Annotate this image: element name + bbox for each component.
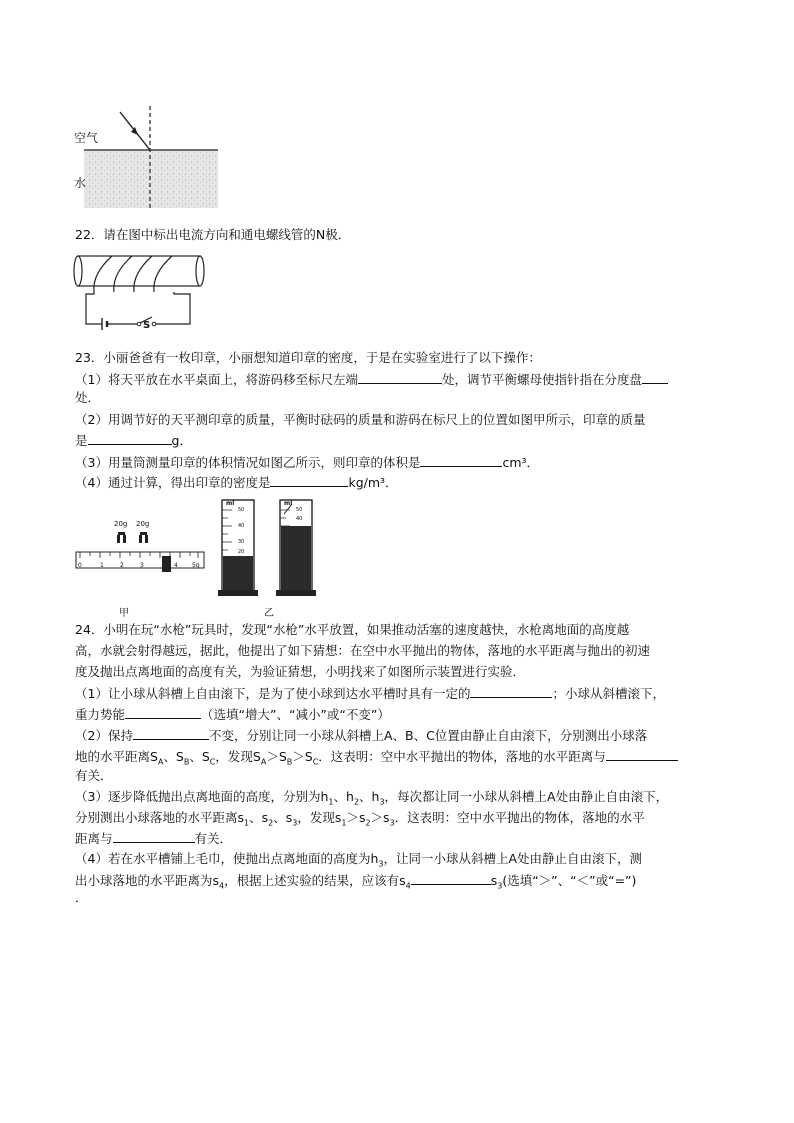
q24-line1: 24．小明在玩“水枪”玩具时，发现“水枪”水平放置，如果推动活塞的速度越快，水枪离地面的高度越 (75, 622, 630, 637)
blank-8[interactable] (133, 727, 209, 740)
cyl1-tick-30: 30 (238, 539, 245, 545)
q23-part4: （4）通过计算，得出印章的密度是 kg/m³． (75, 475, 398, 490)
blank-1[interactable] (358, 371, 442, 384)
q23-part2: （2）用调节好的天平测印章的质量，平衡时砝码的质量和游码在标尺上的位置如图甲所示，印章的质量 (75, 412, 646, 427)
q24-line2: 高，水就会射得越远，据此，他提出了如下猜想：在空中水平抛出的物体，落地的水平距离与抛出的初速 (75, 643, 651, 658)
q23-part1-cont: 处． (75, 390, 101, 405)
cylinders-diagram (216, 494, 326, 598)
q23-part2-cont: 是 g． (75, 433, 192, 448)
q24-part2: （2）保持 不变，分别让同一小球从斜槽上A、B、C位置由静止自由滚下，分别测出小球落 (75, 728, 648, 743)
q23-part3: （3）用量筒测量印章的体积情况如图乙所示，则印章的体积是 cm³． (75, 455, 540, 470)
weight-icons (117, 532, 148, 543)
balance-figure (74, 518, 206, 588)
tick-4: 4 (174, 562, 178, 569)
weight-label-1: 20g (114, 520, 128, 528)
cyl1-tick-50: 50 (238, 507, 245, 513)
label-air: 空气 (74, 131, 99, 145)
q24-part4-cont: 出小球落地的水平距离为$s_4$，根据上述实验的结果，应该有$s_4$ $s_3$(选填“＞”、“＜”或“=”) (75, 873, 637, 891)
blank-6[interactable] (470, 685, 552, 698)
q24-part4: （4）若在水平槽铺上毛巾，使抛出点离地面的高度为$h_3$，让同一小球从斜槽上A处由静止自由滚下，测 (75, 851, 643, 869)
blank-5[interactable] (270, 474, 348, 487)
cylinders-figure (216, 494, 326, 598)
q24-part2-end: 有关． (75, 768, 113, 783)
tick-5: 5g (192, 562, 200, 569)
cyl2-unit: ml (284, 500, 293, 507)
weight-label-2: 20g (136, 520, 150, 528)
tick-0: 0 (78, 562, 82, 569)
switch-label: S (143, 320, 151, 331)
blank-4[interactable] (420, 454, 502, 467)
cyl1-unit: ml (226, 500, 235, 507)
blank-10[interactable] (113, 830, 195, 843)
cyl2-tick-50: 50 (296, 507, 303, 513)
blank-9[interactable] (606, 748, 678, 761)
cyl1-tick-20: 20 (238, 549, 245, 555)
cyl2-tick-40: 40 (296, 516, 303, 522)
tick-3: 3 (140, 562, 144, 569)
cylinder-1 (218, 500, 258, 596)
tick-1: 1 (100, 562, 104, 569)
q22-text: 22．请在图中标出电流方向和通电螺线管的N极． (75, 227, 351, 242)
q24-part1-cont: 重力势能 （选填“增大”、“减小”或“不变”） (75, 707, 390, 722)
blank-7[interactable] (125, 706, 201, 719)
label-jia: 甲 (119, 608, 129, 619)
q24-part2-cont: 地的水平距离$S_A$、$S_B$、$S_C$，发现$S_A>S_B>S_C$．这表明：空中水平抛出的物体，落地的水平距离与 (75, 748, 678, 771)
q24-part3-cont: 分别测出小球落地的水平距离$s_1$、$s_2$、$s_3$，发现$s_1>s_2>s_3$．这表明：空中水平抛出的物体，落地的水平 (75, 810, 645, 828)
cyl1-tick-40: 40 (238, 523, 245, 529)
refraction-figure (70, 106, 220, 208)
label-water: 水 (74, 176, 87, 190)
rider-icon (162, 556, 171, 572)
wire-left (86, 292, 102, 324)
refraction-diagram (70, 106, 220, 208)
solenoid-diagram (72, 250, 207, 334)
blank-3[interactable] (88, 432, 172, 445)
q24-part4-end: ． (75, 890, 88, 905)
balance-diagram (74, 518, 206, 588)
blank-2[interactable] (642, 371, 668, 384)
tick-2: 2 (120, 562, 124, 569)
q23-part1: （1）将天平放在水平桌面上，将游码移至标尺左端 处，调节平衡螺母使指针指在分度盘 (75, 371, 668, 388)
label-yi: 乙 (264, 608, 274, 619)
q24-line3: 度及抛出点离地面的高度有关，为验证猜想，小明找来了如图所示装置进行实验． (75, 664, 526, 679)
water-region (84, 150, 218, 208)
blank-11[interactable] (411, 872, 491, 885)
q24-part1: （1）让小球从斜槽上自由滚下，是为了使小球到达水平槽时具有一定的 ；小球从斜槽滚下， (75, 686, 665, 701)
wire-right (156, 292, 190, 324)
q24-part3: （3）逐步降低抛出点离地面的高度，分别为$h_1$、$h_2$、$h_3$，每次都让同一小球从斜槽上A处由静止自由滚下， (75, 789, 669, 807)
cylinder-2 (276, 500, 316, 596)
q24-part3-end: 距离与 有关． (75, 831, 233, 846)
solenoid-figure (72, 250, 207, 334)
q23-stem: 23．小丽爸爸有一枚印章，小丽想知道印章的密度，于是在实验室进行了以下操作： (75, 350, 541, 365)
